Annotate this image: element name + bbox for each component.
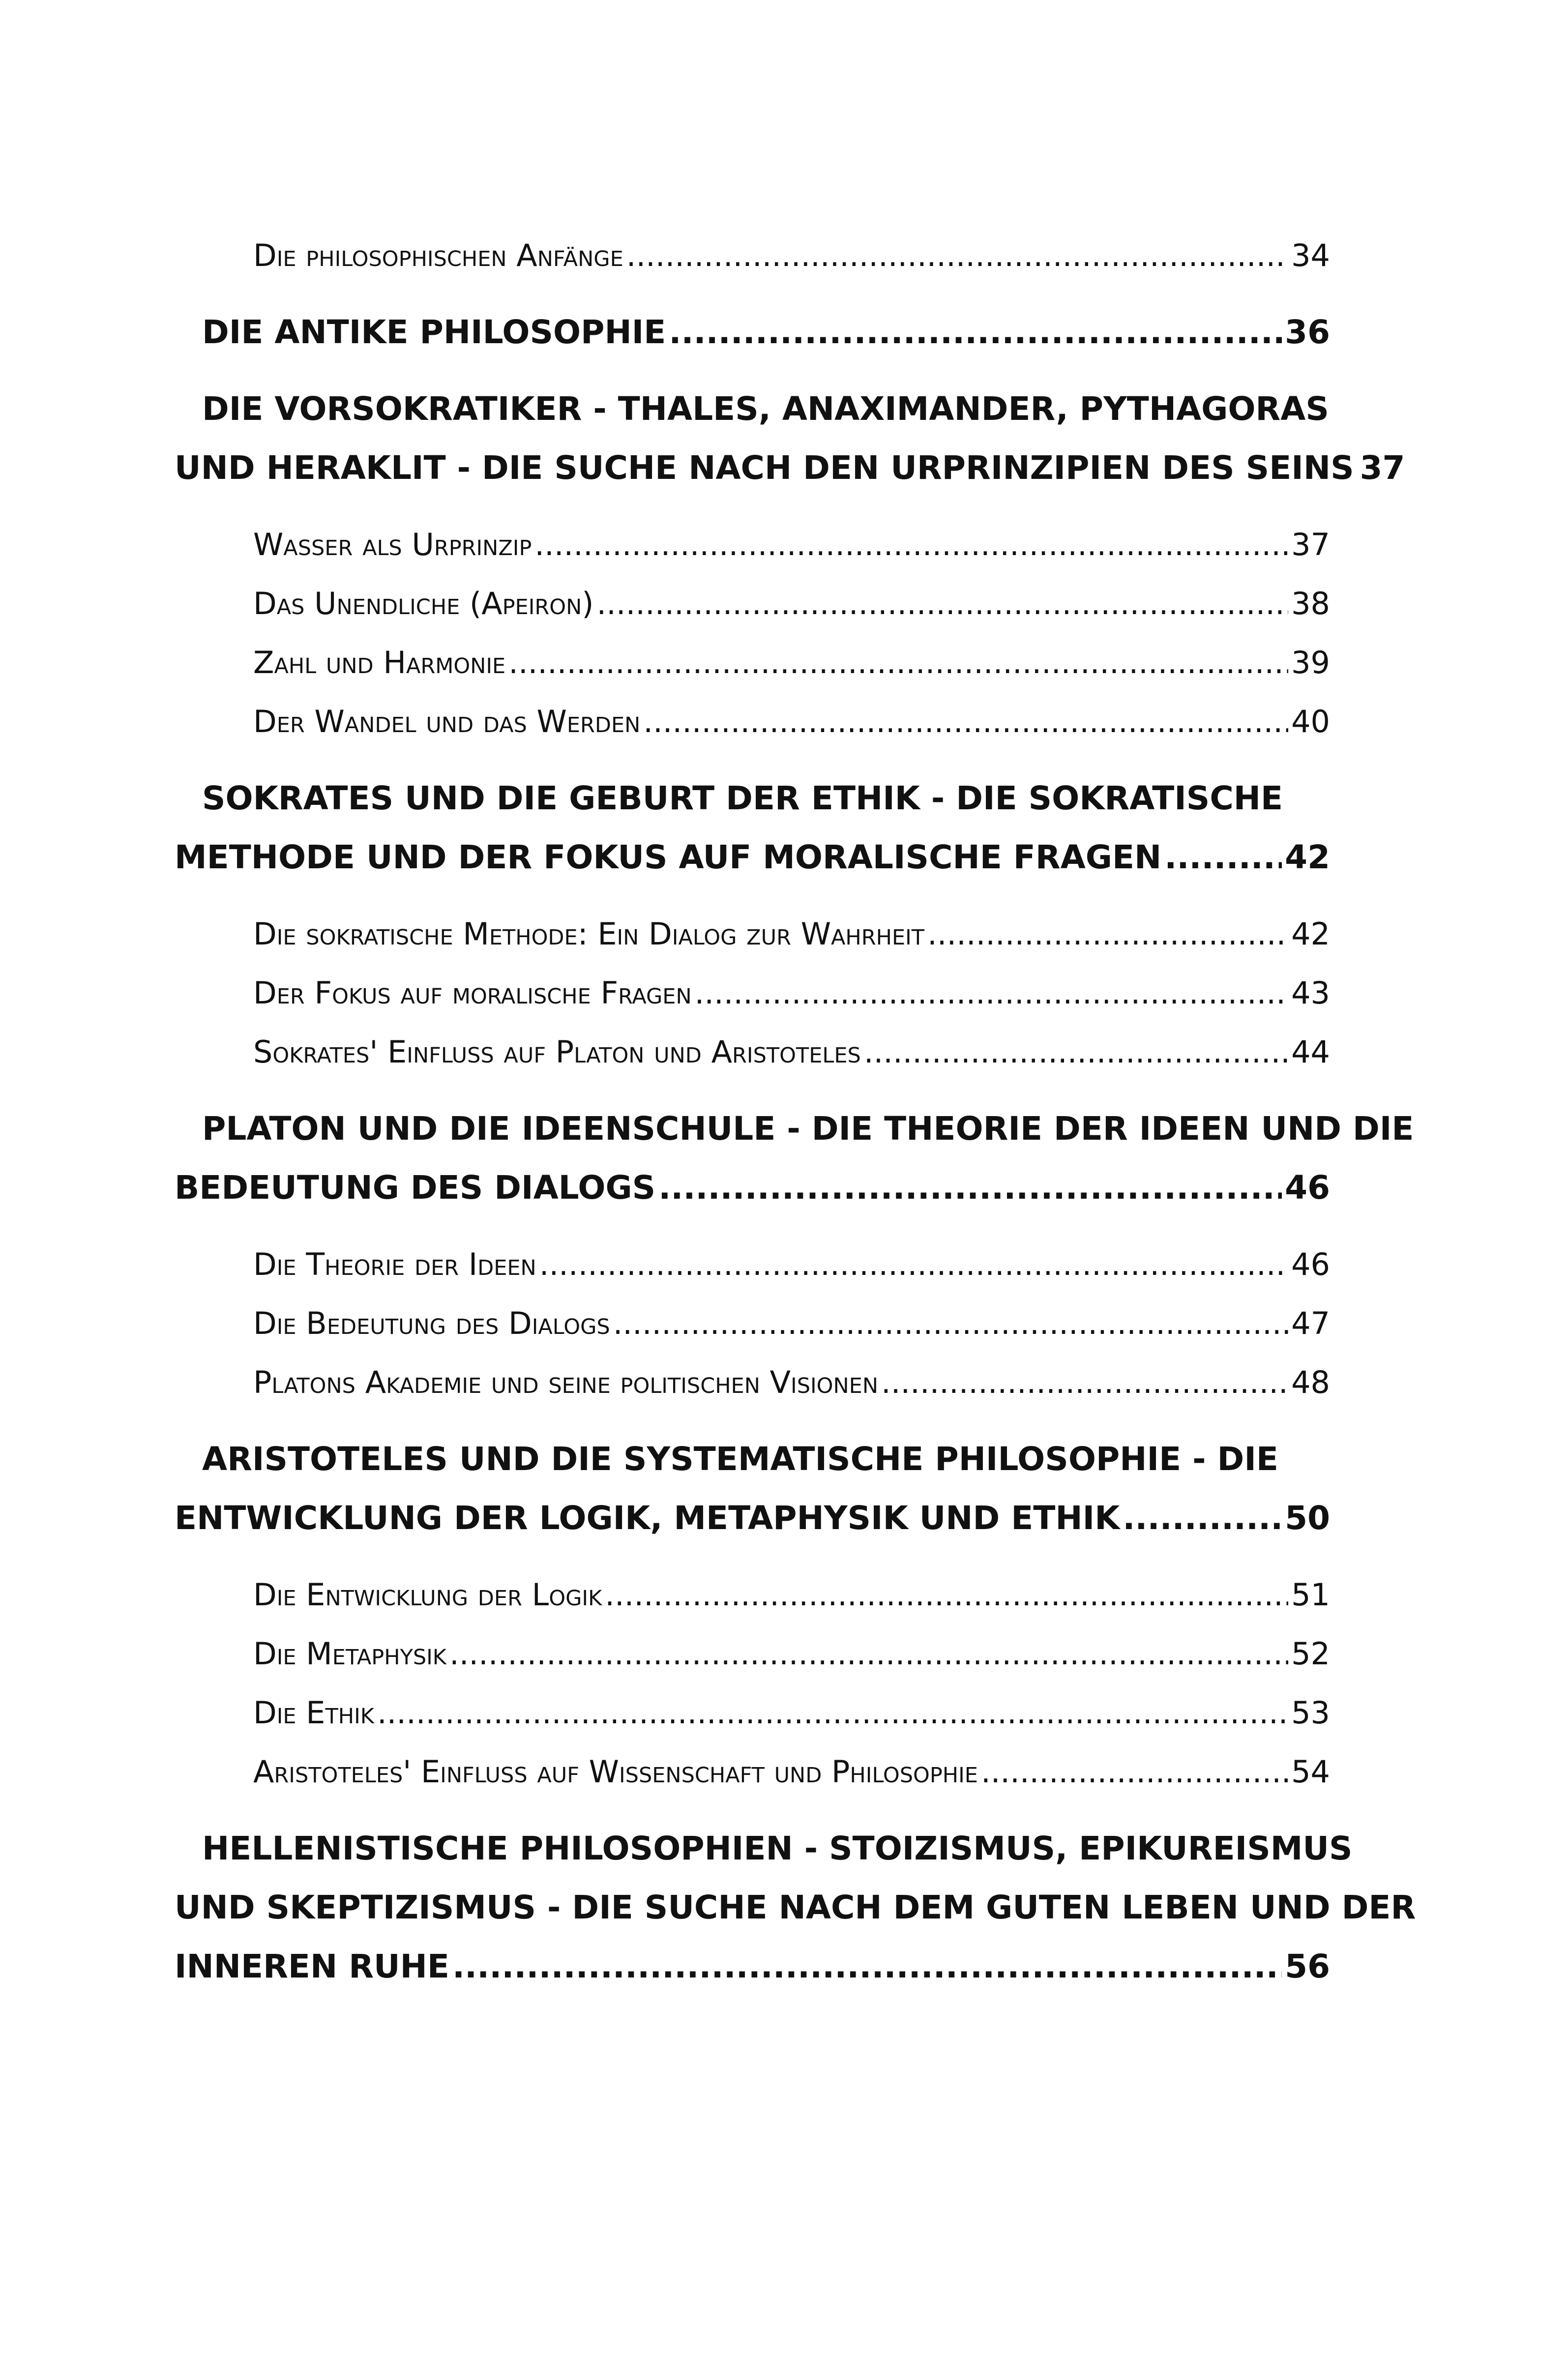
toc-sub-group-platon	[175, 1235, 1330, 1412]
toc-page-number: 50	[1285, 1499, 1330, 1537]
toc-sub-entry[interactable]	[175, 574, 1330, 633]
toc-page-number: 37	[1291, 527, 1330, 562]
toc-page-number: 37	[1360, 449, 1405, 487]
toc-sub-entry[interactable]	[175, 1023, 1330, 1082]
toc-entry-title: Das Unendliche (Apeiron)	[253, 586, 594, 621]
toc-page-number: 44	[1291, 1034, 1330, 1070]
toc-entry-title: Die philosophischen Anfänge	[253, 237, 623, 273]
toc-sub-entry[interactable]	[175, 1565, 1330, 1624]
leader-dots	[643, 692, 1288, 751]
toc-page-number: 42	[1285, 838, 1330, 876]
leader-dots	[508, 633, 1288, 692]
toc-chapter-sokrates[interactable]	[175, 769, 1330, 887]
toc-sub-entry[interactable]	[175, 515, 1330, 574]
toc-page-number: 36	[1285, 313, 1330, 351]
toc-chapter-title-line2: ENTWICKLUNG DER LOGIK, METAPHYSIK UND ETHIK	[175, 1499, 1120, 1537]
toc-sub-entry[interactable]	[175, 226, 1330, 285]
toc-chapter-title-line1: DIE VORSOKRATIKER - THALES, ANAXIMANDER, PYTHAGORAS	[202, 390, 1329, 428]
toc-entry-title: Platons Akademie und seine politischen Visionen	[253, 1364, 879, 1400]
leader-dots	[449, 1624, 1288, 1683]
toc-page-number: 53	[1291, 1695, 1330, 1731]
toc-chapter-title-line2: UND HERAKLIT - DIE SUCHE NACH DEN URPRINZIPIEN DES SEINS	[175, 449, 1354, 487]
toc-chapter-title-line1: HELLENISTISCHE PHILOSOPHIEN - STOIZISMUS, EPIKUREISMUS	[202, 1829, 1353, 1867]
toc-entry-title: Der Wandel und das Werden	[253, 704, 641, 739]
toc-chapter-antike[interactable]	[175, 303, 1330, 362]
toc-page-number: 43	[1291, 975, 1330, 1011]
leader-dots	[534, 515, 1288, 574]
toc-entry-title: Die sokratische Methode: Ein Dialog zur Wahrheit	[253, 916, 925, 952]
toc-chapter-title-line1: PLATON UND DIE IDEENSCHULE - DIE THEORIE DER IDEEN UND DIE	[202, 1110, 1414, 1148]
leader-dots	[539, 1235, 1288, 1294]
toc-page-number: 34	[1291, 237, 1330, 273]
toc-sub-entry[interactable]	[175, 1683, 1330, 1742]
toc-sub-entry[interactable]	[175, 633, 1330, 692]
leader-dots	[695, 964, 1288, 1023]
toc-page-number: 48	[1291, 1364, 1330, 1400]
toc-page-number: 39	[1291, 645, 1330, 680]
leader-dots	[927, 905, 1288, 964]
toc-entry-title: Zahl und Harmonie	[253, 645, 506, 680]
leader-dots	[864, 1023, 1288, 1082]
leader-dots	[377, 1683, 1288, 1742]
toc-sub-entry[interactable]	[175, 1353, 1330, 1412]
toc-entry-title: Wasser als Urprinzip	[253, 527, 532, 562]
leader-dots	[881, 1353, 1288, 1412]
toc-page-number: 51	[1291, 1577, 1330, 1613]
toc-sub-entry[interactable]	[175, 1624, 1330, 1683]
toc-entry-title: Die Metaphysik	[253, 1636, 447, 1672]
toc-sub-entry[interactable]	[175, 692, 1330, 751]
toc-entry-title: Die Entwicklung der Logik	[253, 1577, 602, 1613]
leader-dots	[613, 1294, 1288, 1353]
leader-dots	[597, 574, 1289, 633]
toc-entry-title: Der Fokus auf moralische Fragen	[253, 975, 692, 1011]
toc-page-number: 54	[1291, 1754, 1330, 1790]
toc-sub-entry[interactable]	[175, 1742, 1330, 1801]
toc-page-number: 42	[1291, 916, 1330, 952]
toc-page-number: 56	[1285, 1947, 1330, 1985]
toc-page-number: 52	[1291, 1636, 1330, 1672]
toc-entry-title: Die Bedeutung des Dialogs	[253, 1305, 610, 1341]
toc-sub-entry[interactable]	[175, 964, 1330, 1023]
toc-chapter-title-line2: BEDEUTUNG DES DIALOGS	[175, 1169, 656, 1207]
leader-dots	[1123, 1489, 1282, 1548]
leader-dots	[1164, 828, 1282, 887]
toc-entry-title: Sokrates' Einfluss auf Platon und Aristoteles	[253, 1034, 861, 1070]
toc-chapter-title-line1: SOKRATES UND DIE GEBURT DER ETHIK - DIE SOKRATISCHE	[202, 779, 1283, 817]
toc-sub-group-sokrates	[175, 905, 1330, 1082]
toc-page-number: 46	[1291, 1246, 1330, 1282]
toc-entry-title: Aristoteles' Einfluss auf Wissenschaft und Philosophie	[253, 1754, 978, 1790]
toc-chapter-hellenistisch[interactable]	[175, 1819, 1416, 1996]
toc-chapter-title-line2: UND SKEPTIZISMUS - DIE SUCHE NACH DEM GUTEN LEBEN UND DER	[175, 1888, 1416, 1926]
toc-page-number: 47	[1291, 1305, 1330, 1341]
toc-chapter-title: DIE ANTIKE PHILOSOPHIE	[202, 313, 666, 351]
toc-page-number: 46	[1285, 1169, 1330, 1207]
toc-chapter-vorsokratiker[interactable]	[175, 380, 1405, 498]
toc-chapter-title-line2: METHODE UND DER FOKUS AUF MORALISCHE FRAGEN	[175, 838, 1162, 876]
toc-entry-title: Die Theorie der Ideen	[253, 1246, 536, 1282]
toc-chapter-platon[interactable]	[175, 1099, 1414, 1217]
toc-sub-entry[interactable]	[175, 1294, 1330, 1353]
toc-chapter-title-line1: ARISTOTELES UND DIE SYSTEMATISCHE PHILOSOPHIE - DIE	[202, 1440, 1278, 1478]
leader-dots	[669, 303, 1282, 362]
toc-entry-title: Die Ethik	[253, 1695, 374, 1731]
leader-dots	[658, 1158, 1282, 1217]
leader-dots	[981, 1742, 1288, 1801]
toc-chapter-aristoteles[interactable]	[175, 1430, 1330, 1548]
leader-dots	[605, 1565, 1288, 1624]
leader-dots	[452, 1937, 1282, 1996]
toc-chapter-title-line3: INNEREN RUHE	[175, 1947, 449, 1985]
leader-dots	[626, 226, 1288, 285]
toc-sub-group-vorsokratiker	[175, 515, 1330, 751]
toc-sub-entry[interactable]	[175, 905, 1330, 964]
toc-sub-entry[interactable]	[175, 1235, 1330, 1294]
table-of-contents	[175, 226, 1416, 2014]
toc-page-number: 40	[1291, 704, 1330, 739]
toc-sub-group-aristoteles	[175, 1565, 1330, 1801]
toc-page-number: 38	[1291, 586, 1330, 621]
